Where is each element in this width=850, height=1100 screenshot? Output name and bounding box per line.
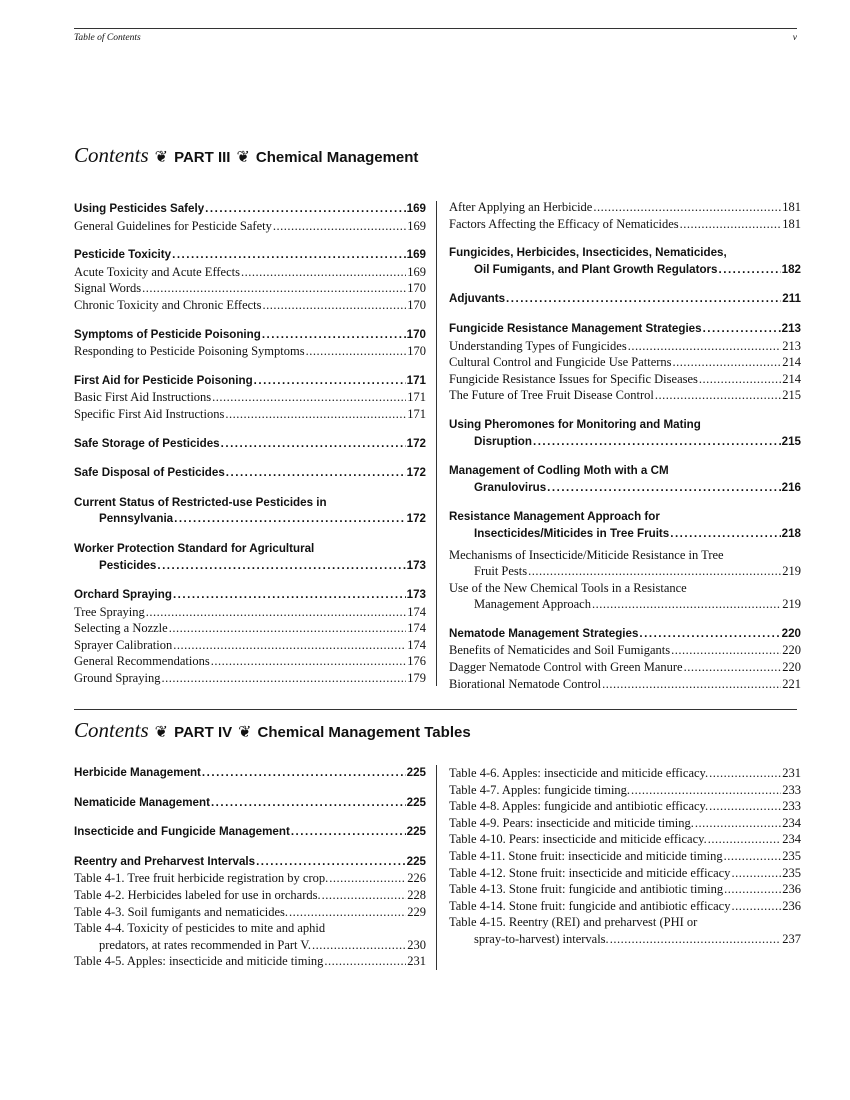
toc-page-number: 226 <box>407 871 426 886</box>
toc-entry[interactable] <box>449 831 801 848</box>
toc-page-number: 225 <box>406 854 426 868</box>
toc-entry[interactable] <box>449 898 801 915</box>
toc-page-number: 219 <box>782 564 801 579</box>
dot-leader <box>610 931 782 948</box>
toc-heading[interactable] <box>449 434 801 451</box>
toc-page-number: 234 <box>782 832 801 847</box>
toc-page-number: 170 <box>407 281 426 296</box>
toc-entry-title: Disruption <box>474 434 532 448</box>
toc-entry-title: Reentry and Preharvest Intervals <box>74 854 256 868</box>
toc-heading[interactable] <box>449 291 801 308</box>
part3-right-column <box>449 199 801 692</box>
dot-leader <box>703 321 781 338</box>
toc-entry[interactable] <box>74 937 426 954</box>
toc-entry-title: First Aid for Pesticide Poisoning <box>74 373 253 387</box>
toc-page-number: 213 <box>782 338 801 353</box>
dot-leader <box>695 815 781 832</box>
toc-page-number: 231 <box>782 766 801 780</box>
toc-entry[interactable] <box>449 354 801 371</box>
toc-entry-title: Acute Toxicity and Acute Effects <box>74 264 240 279</box>
toc-page-number: 220 <box>782 643 801 658</box>
toc-entry[interactable] <box>74 904 426 921</box>
toc-entry[interactable] <box>74 264 426 281</box>
toc-heading[interactable] <box>449 526 801 543</box>
toc-entry-line1[interactable]: Use of the New Chemical Tools in a Resistance <box>449 580 687 595</box>
part-number: PART IV <box>174 724 233 741</box>
toc-entry-title: Adjuvants <box>449 292 506 306</box>
toc-heading[interactable] <box>74 247 426 264</box>
running-header-title: Table of Contents <box>74 33 141 43</box>
toc-entry-title: Using Pesticides Safely <box>74 202 205 215</box>
dot-leader <box>202 765 406 782</box>
toc-page-number: 172 <box>406 466 426 480</box>
toc-entry-title: Cultural Control and Fungicide Use Patterns <box>449 355 672 370</box>
toc-entry-line1[interactable]: Table 4-15. Reentry (REI) and preharvest (PHI or <box>449 915 698 930</box>
toc-heading[interactable] <box>74 795 426 812</box>
part4-left-column <box>74 765 426 970</box>
dot-leader <box>724 881 781 898</box>
dot-leader <box>241 264 406 281</box>
toc-entry[interactable] <box>74 389 426 406</box>
toc-entry[interactable] <box>449 881 801 898</box>
dot-leader <box>699 371 781 388</box>
toc-entry-line1[interactable]: Mechanisms of Insecticide/Miticide Resistance in Tree <box>449 547 724 562</box>
toc-entry-title: Nematicide Management <box>74 795 210 809</box>
leaf-ornament-icon: ❦ <box>238 724 252 741</box>
toc-entry-title: Fungicide Resistance Management Strategies <box>449 321 702 335</box>
toc-heading[interactable] <box>74 465 426 482</box>
dot-leader <box>256 854 406 871</box>
toc-page-number: 171 <box>406 373 426 387</box>
running-header <box>74 28 797 43</box>
dot-leader <box>161 670 406 687</box>
toc-entry-title: Biorational Nematode Control <box>449 676 602 691</box>
toc-entry[interactable] <box>449 848 801 865</box>
toc-heading-line1[interactable]: Worker Protection Standard for Agricultural <box>74 541 315 555</box>
dot-leader <box>724 848 782 865</box>
toc-entry-title: Ground Spraying <box>74 671 161 686</box>
dot-leader <box>211 795 406 812</box>
toc-entry-title: Responding to Pesticide Poisoning Symptoms <box>74 344 305 359</box>
toc-heading[interactable] <box>74 373 426 390</box>
toc-entry-title: Pesticide Toxicity <box>74 248 172 262</box>
toc-entry-title: Sprayer Calibration <box>74 637 173 652</box>
dot-leader <box>169 620 407 637</box>
toc-entry-title: Table 4-8. Apples: fungicide and antibiotic efficacy. <box>449 799 709 814</box>
toc-page-number: 228 <box>407 887 426 902</box>
section-divider <box>74 709 797 710</box>
toc-entry-title: Management Approach <box>474 597 591 612</box>
toc-page-number: 225 <box>406 825 426 839</box>
toc-heading[interactable] <box>74 587 426 604</box>
dot-leader <box>547 480 781 497</box>
dot-leader <box>533 434 781 451</box>
toc-entry-title: Herbicide Management <box>74 766 201 779</box>
dot-leader <box>655 387 781 404</box>
toc-entry[interactable] <box>449 676 801 693</box>
toc-entry-title: Table 4-10. Pears: insecticide and miticide efficacy. <box>449 832 707 847</box>
toc-heading[interactable] <box>74 436 426 453</box>
dot-leader <box>506 291 781 308</box>
toc-entry-title: Nematode Management Strategies <box>449 626 639 640</box>
toc-entry-title: Granulovirus <box>474 480 547 494</box>
leaf-ornament-icon: ❦ <box>154 149 169 166</box>
toc-page-number: 213 <box>781 321 801 335</box>
column-divider <box>436 765 437 970</box>
toc-heading-line1[interactable]: Management of Codling Moth with a CM <box>449 464 669 478</box>
toc-entry[interactable] <box>74 343 426 360</box>
dot-leader <box>157 558 405 575</box>
toc-entry[interactable] <box>74 604 426 621</box>
leaf-ornament-icon: ❦ <box>236 149 250 166</box>
dot-leader <box>306 343 407 360</box>
dot-leader <box>322 887 407 904</box>
part3-left-column <box>74 201 426 687</box>
dot-leader <box>731 865 781 882</box>
toc-page-number: 215 <box>781 434 801 448</box>
toc-page-number: 173 <box>406 558 426 572</box>
toc-heading[interactable] <box>74 327 426 344</box>
toc-entry[interactable] <box>449 216 801 233</box>
toc-page-number: 170 <box>407 344 426 359</box>
toc-heading-line1[interactable]: Fungicides, Herbicides, Insecticides, Nematicides, <box>449 246 727 260</box>
toc-heading[interactable] <box>449 626 801 643</box>
dot-leader <box>731 898 781 915</box>
toc-heading-line1[interactable]: Current Status of Restricted-use Pesticides in <box>74 495 327 509</box>
toc-page-number: 221 <box>782 676 801 691</box>
toc-entry[interactable] <box>449 865 801 882</box>
toc-entry-title: Chronic Toxicity and Chronic Effects <box>74 297 262 312</box>
dot-leader <box>528 563 781 580</box>
dot-leader <box>719 262 781 279</box>
toc-entry[interactable] <box>74 297 426 314</box>
toc-page-number: 214 <box>782 371 801 386</box>
toc-page-number: 170 <box>406 327 426 341</box>
toc-entry-title: Tree Spraying <box>74 604 145 619</box>
toc-page-number: 173 <box>406 588 426 602</box>
toc-entry-title: Oil Fumigants, and Plant Growth Regulators <box>474 262 718 276</box>
leaf-ornament-icon: ❦ <box>154 724 169 741</box>
toc-entry-title: Signal Words <box>74 281 142 296</box>
toc-entry-line1[interactable]: Table 4-4. Toxicity of pesticides to mite and aphid <box>74 921 326 936</box>
toc-entry[interactable] <box>74 218 426 235</box>
toc-page-number: 229 <box>407 904 426 919</box>
toc-page-number: 220 <box>781 626 801 640</box>
toc-heading[interactable] <box>74 558 426 575</box>
toc-heading[interactable] <box>74 854 426 871</box>
dot-leader <box>173 587 406 604</box>
contents-word: Contents <box>74 718 149 742</box>
part-name: Chemical Management <box>255 149 419 166</box>
toc-page-number: 219 <box>782 597 801 612</box>
toc-entry-title: General Guidelines for Pesticide Safety <box>74 218 272 233</box>
toc-entry[interactable] <box>74 280 426 297</box>
toc-page-number: 169 <box>407 264 426 279</box>
toc-heading[interactable] <box>74 765 426 782</box>
dot-leader <box>680 216 782 233</box>
toc-page-number: 181 <box>782 200 801 214</box>
toc-entry[interactable] <box>74 953 426 970</box>
toc-entry[interactable] <box>74 870 426 887</box>
dot-leader <box>172 247 406 264</box>
toc-entry-title: Table 4-1. Tree fruit herbicide registration by crop. <box>74 871 329 886</box>
part4-title <box>74 718 471 743</box>
toc-page-number: 169 <box>406 202 426 215</box>
toc-entry-title: Table 4-3. Soil fumigants and nematicides. <box>74 904 289 919</box>
toc-entry-title: Pennsylvania <box>99 512 174 526</box>
toc-page-number: 170 <box>407 297 426 312</box>
toc-entry[interactable] <box>449 387 801 404</box>
toc-entry[interactable] <box>449 782 801 799</box>
dot-leader <box>684 659 782 676</box>
toc-entry-title: spray-to-harvest) intervals. <box>474 931 609 946</box>
toc-entry-title: Table 4-14. Stone fruit: fungicide and antibiotic efficacy <box>449 898 731 913</box>
toc-entry-title: After Applying an Herbicide <box>449 200 593 214</box>
toc-heading[interactable] <box>74 511 426 528</box>
toc-page-number: 181 <box>782 216 801 231</box>
dot-leader <box>628 338 782 355</box>
toc-entry-title: Table 4-6. Apples: insecticide and miticide efficacy. <box>449 766 709 780</box>
toc-page-number: 169 <box>406 248 426 262</box>
toc-page-number: 235 <box>782 848 801 863</box>
toc-entry-title: Dagger Nematode Control with Green Manure <box>449 660 683 675</box>
toc-entry[interactable] <box>449 642 801 659</box>
dot-leader <box>592 596 781 613</box>
toc-entry-title: Table 4-5. Apples: insecticide and miticide timing <box>74 954 324 969</box>
dot-leader <box>146 604 407 621</box>
toc-entry[interactable] <box>449 563 801 580</box>
dot-leader <box>291 824 406 841</box>
dot-leader <box>673 354 782 371</box>
dot-leader <box>709 765 781 782</box>
toc-heading[interactable] <box>449 321 801 338</box>
part-number: PART III <box>174 149 231 166</box>
toc-entry[interactable] <box>449 815 801 832</box>
toc-heading-line1[interactable]: Resistance Management Approach for <box>449 510 660 524</box>
dot-leader <box>212 389 406 406</box>
toc-entry[interactable] <box>449 659 801 676</box>
toc-entry-title: Table 4-11. Stone fruit: insecticide and miticide timing <box>449 848 723 863</box>
dot-leader <box>593 199 781 216</box>
dot-leader <box>262 327 406 344</box>
toc-page-number: 171 <box>407 390 426 405</box>
toc-entry-title: Fruit Pests <box>474 564 528 579</box>
toc-page-number: 218 <box>781 526 801 540</box>
dot-leader <box>602 676 781 693</box>
toc-page-number: 236 <box>782 882 801 897</box>
toc-page-number: 174 <box>407 637 426 652</box>
toc-entry-title: Safe Storage of Pesticides <box>74 436 220 450</box>
toc-entry[interactable] <box>449 931 801 948</box>
dot-leader <box>671 642 781 659</box>
toc-page-number: 225 <box>406 795 426 809</box>
toc-entry-title: Selecting a Nozzle <box>74 621 168 636</box>
toc-page-number: 236 <box>782 898 801 913</box>
toc-heading[interactable] <box>449 262 801 279</box>
toc-page-number: 214 <box>782 355 801 370</box>
toc-heading[interactable] <box>74 824 426 841</box>
dot-leader <box>211 653 407 670</box>
dot-leader <box>631 782 781 799</box>
toc-entry-title: Fungicide Resistance Issues for Specific Diseases <box>449 371 698 386</box>
toc-entry-title: General Recommendations <box>74 654 210 669</box>
toc-page-number: 216 <box>781 480 801 494</box>
toc-page-number: 233 <box>782 782 801 797</box>
dot-leader <box>670 526 780 543</box>
dot-leader <box>289 904 406 921</box>
dot-leader <box>312 937 406 954</box>
toc-entry-title: Specific First Aid Instructions <box>74 406 225 421</box>
toc-entry[interactable] <box>449 765 801 782</box>
toc-page-number: 211 <box>782 292 801 306</box>
toc-entry-title: Table 4-9. Pears: insecticide and miticide timing. <box>449 815 694 830</box>
toc-entry[interactable] <box>74 653 426 670</box>
dot-leader <box>263 297 407 314</box>
toc-entry[interactable] <box>449 798 801 815</box>
dot-leader <box>205 201 405 218</box>
toc-page-number: 172 <box>406 436 426 450</box>
toc-page-number: 231 <box>407 954 426 969</box>
toc-page-number: 179 <box>407 671 426 686</box>
toc-page-number: 215 <box>782 388 801 403</box>
toc-page-number: 225 <box>406 766 426 779</box>
toc-entry-title: Table 4-13. Stone fruit: fungicide and antibiotic timing <box>449 882 724 897</box>
contents-word: Contents <box>74 143 149 167</box>
toc-entry-title: Table 4-2. Herbicides labeled for use in orchards. <box>74 887 321 902</box>
toc-page-number: 235 <box>782 865 801 880</box>
toc-page-number: 220 <box>782 660 801 675</box>
page-number: v <box>792 33 797 43</box>
toc-page-number: 237 <box>782 931 801 946</box>
dot-leader <box>226 465 406 482</box>
toc-heading[interactable] <box>74 201 426 218</box>
dot-leader <box>329 870 406 887</box>
toc-page-number: 230 <box>407 937 426 952</box>
toc-entry[interactable] <box>449 338 801 355</box>
toc-heading[interactable] <box>449 480 801 497</box>
toc-page-number: 182 <box>781 262 801 276</box>
toc-entry-title: Understanding Types of Fungicides <box>449 338 627 353</box>
toc-entry-title: Table 4-7. Apples: fungicide timing. <box>449 782 631 797</box>
toc-entry-title: Insecticide and Fungicide Management <box>74 825 290 839</box>
toc-page-number: 176 <box>407 654 426 669</box>
dot-leader <box>225 406 406 423</box>
toc-entry-title: The Future of Tree Fruit Disease Control <box>449 388 654 403</box>
dot-leader <box>708 831 782 848</box>
toc-entry-title: Table 4-12. Stone fruit: insecticide and miticide efficacy <box>449 865 731 880</box>
toc-entry-title: Factors Affecting the Efficacy of Nematicides <box>449 216 679 231</box>
toc-entry-title: Safe Disposal of Pesticides <box>74 466 225 480</box>
toc-entry-title: predators, at rates recommended in Part V. <box>99 937 311 952</box>
dot-leader <box>173 637 406 654</box>
toc-entry[interactable] <box>449 199 801 216</box>
toc-entry[interactable] <box>449 596 801 613</box>
toc-entry-title: Orchard Spraying <box>74 588 172 602</box>
toc-entry-title: Symptoms of Pesticide Poisoning <box>74 327 261 341</box>
toc-heading-line1[interactable]: Using Pheromones for Monitoring and Mating <box>449 417 701 431</box>
dot-leader <box>142 280 406 297</box>
toc-entry-title: Basic First Aid Instructions <box>74 390 212 405</box>
toc-entry[interactable] <box>74 637 426 654</box>
part3-title <box>74 143 418 168</box>
toc-page-number: 234 <box>782 815 801 830</box>
toc-entry-title: Benefits of Nematicides and Soil Fumigants <box>449 643 671 658</box>
toc-page-number: 174 <box>407 621 426 636</box>
dot-leader <box>254 373 406 390</box>
toc-entry[interactable] <box>74 670 426 687</box>
dot-leader <box>324 953 406 970</box>
toc-entry[interactable] <box>449 371 801 388</box>
dot-leader <box>639 626 780 643</box>
part4-right-column <box>449 765 801 948</box>
toc-entry-title: Pesticides <box>99 558 157 572</box>
column-divider <box>436 201 437 686</box>
toc-page-number: 171 <box>407 406 426 421</box>
toc-entry[interactable] <box>74 406 426 423</box>
dot-leader <box>273 218 406 235</box>
dot-leader <box>709 798 781 815</box>
toc-page-number: 174 <box>407 604 426 619</box>
part-name: Chemical Management Tables <box>257 724 471 741</box>
toc-page-number: 169 <box>407 218 426 233</box>
toc-entry[interactable] <box>74 620 426 637</box>
toc-page-number: 172 <box>406 512 426 526</box>
dot-leader <box>221 436 406 453</box>
dot-leader <box>174 511 406 528</box>
toc-entry-title: Insecticides/Miticides in Tree Fruits <box>474 526 670 540</box>
toc-page-number: 233 <box>782 799 801 814</box>
toc-entry[interactable] <box>74 887 426 904</box>
